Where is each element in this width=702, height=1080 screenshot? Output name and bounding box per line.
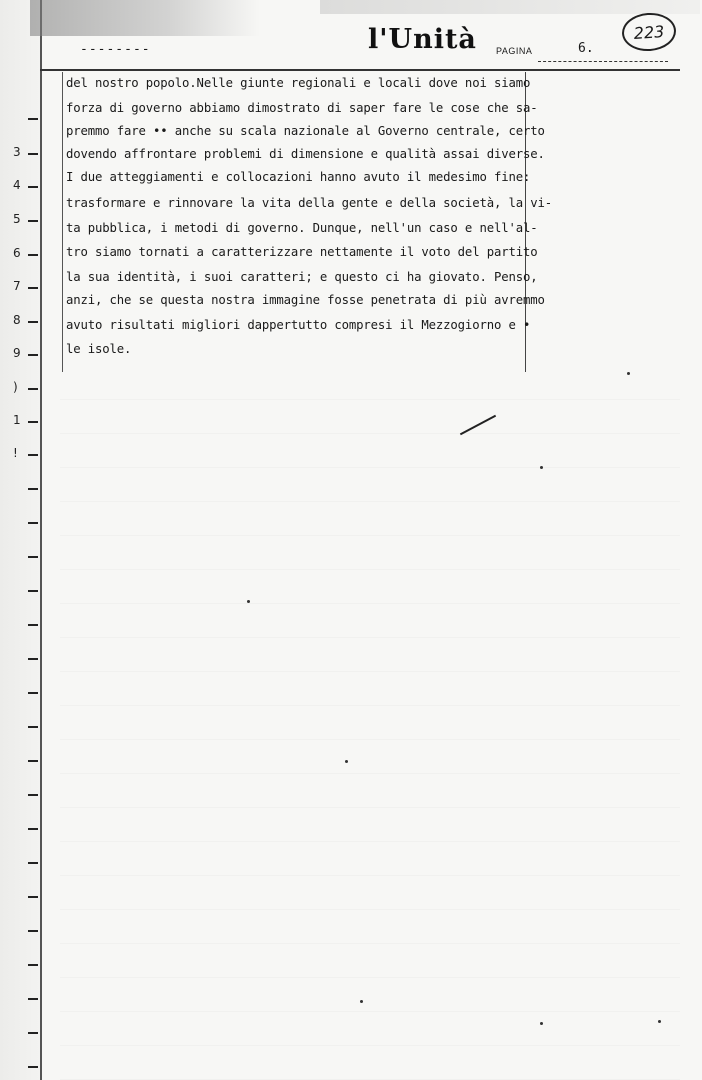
pagina-underline <box>538 61 668 62</box>
margin-tick <box>28 287 38 289</box>
scan-speck <box>627 372 630 375</box>
margin-tick <box>28 590 38 592</box>
pagina-label: PAGINA <box>496 46 533 56</box>
scan-speck <box>345 760 348 763</box>
body-line: forza di governo abbiamo dimostrato di saper fare le cose che sa- <box>66 101 538 115</box>
body-line: I due atteggiamenti e collocazioni hanno avuto il medesimo fine: <box>66 170 531 184</box>
body-line: dovendo affrontare problemi di dimensione e qualità assai diverse. <box>66 147 545 161</box>
scan-speck <box>247 600 250 603</box>
margin-tick <box>28 321 38 323</box>
margin-tick <box>28 998 38 1000</box>
margin-line-number: 5 <box>13 212 21 226</box>
body-line: la sua identità, i suoi caratteri; e questo ci ha giovato. Penso, <box>66 270 538 284</box>
margin-tick <box>28 692 38 694</box>
margin-line-number: 9 <box>13 346 21 360</box>
margin-tick <box>28 828 38 830</box>
margin-tick <box>28 488 38 490</box>
margin-tick <box>28 186 38 188</box>
margin-tick <box>28 556 38 558</box>
margin-tick <box>28 1032 38 1034</box>
left-margin-rule <box>40 0 42 1080</box>
scan-speck <box>658 1020 661 1023</box>
margin-line-number: 7 <box>13 279 21 293</box>
margin-tick <box>28 624 38 626</box>
margin-tick <box>28 896 38 898</box>
margin-line-number: 6 <box>13 246 21 260</box>
margin-tick <box>28 454 38 456</box>
margin-tick <box>28 522 38 524</box>
margin-tick <box>28 658 38 660</box>
header-rule <box>40 69 680 71</box>
scan-grain <box>60 390 680 1080</box>
body-line: tro siamo tornati a caratterizzare nettamente il voto del partito <box>66 245 538 259</box>
text-frame-left <box>62 72 63 372</box>
page-number-stamp: 223 <box>621 11 678 53</box>
body-line: avuto risultati migliori dappertutto compresi il Mezzogiorno e • <box>66 318 531 332</box>
scan-speck <box>360 1000 363 1003</box>
margin-tick <box>28 930 38 932</box>
scan-smudge <box>30 0 260 36</box>
margin-tick <box>28 1066 38 1068</box>
body-line: del nostro popolo.Nelle giunte regionali e locali dove noi siamo <box>66 76 531 90</box>
scan-speck <box>540 466 543 469</box>
body-line: premmo fare •• anche su scala nazionale al Governo centrale, certo <box>66 124 545 138</box>
margin-line-number: 3 <box>13 145 21 159</box>
margin-tick <box>28 153 38 155</box>
margin-tick <box>28 760 38 762</box>
margin-tick <box>28 862 38 864</box>
margin-line-number: 4 <box>13 178 21 192</box>
scan-speck <box>540 1022 543 1025</box>
left-margin-band <box>0 0 40 1080</box>
margin-line-number: 8 <box>13 313 21 327</box>
margin-tick <box>28 118 38 120</box>
margin-line-number: ) <box>13 380 18 394</box>
newspaper-masthead: l'Unità <box>368 24 477 55</box>
scan-smudge-top <box>320 0 700 14</box>
margin-tick <box>28 220 38 222</box>
margin-tick <box>28 254 38 256</box>
margin-tick <box>28 421 38 423</box>
margin-tick <box>28 354 38 356</box>
margin-tick <box>28 964 38 966</box>
margin-line-number: ! <box>13 446 18 460</box>
body-line: anzi, che se questa nostra immagine fosse penetrata di più avremmo <box>66 293 545 307</box>
body-line: le isole. <box>66 342 132 356</box>
pagina-value: 6. <box>578 41 594 56</box>
header-dashes: -------- <box>80 42 151 57</box>
body-line: ta pubblica, i metodi di governo. Dunque, nell'un caso e nell'al- <box>66 221 538 235</box>
body-line: trasformare e rinnovare la vita della gente e della società, la vi- <box>66 196 552 210</box>
margin-tick <box>28 794 38 796</box>
margin-tick <box>28 726 38 728</box>
margin-tick <box>28 388 38 390</box>
margin-line-number: 1 <box>13 413 21 427</box>
